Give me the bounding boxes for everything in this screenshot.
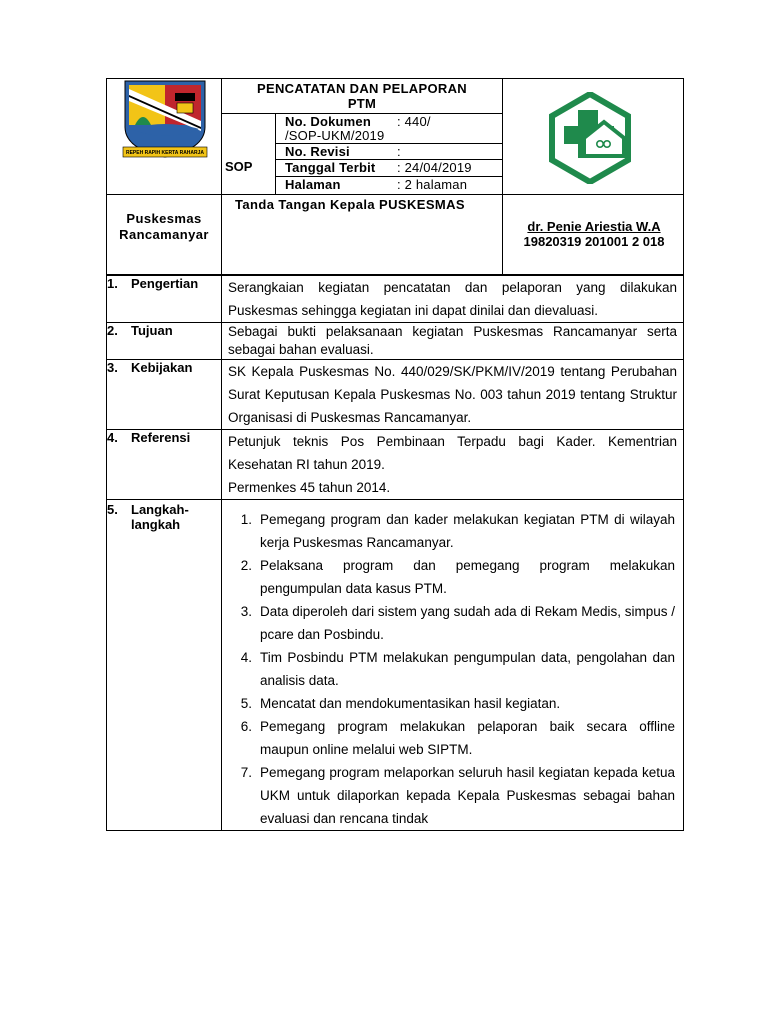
list-item: 4. Tim Posbindu PTM melakukan pengumpulan data, pengolahan dan analisis data.	[240, 650, 675, 688]
section-body: Petunjuk teknis Pos Pembinaan Terpadu bagi Kader. Kementrian Kesehatan RI tahun 2019. Permenkes 45 tahun 2014.	[222, 430, 684, 500]
halaman-value: : 2 halaman	[397, 177, 468, 192]
section-label: 4. Referensi	[107, 430, 222, 500]
section-label: 1. Pengertian	[107, 276, 222, 323]
section-body: SK Kepala Puskesmas No. 440/029/SK/PKM/IV/2019 tentang Perubahan Surat Keputusan Kepala Puskesmas No. 003 tahun 2019 tentang Struktur Organisasi di Puskesmas Rancamanyar.	[222, 360, 684, 430]
section-row	[107, 323, 684, 360]
signature-row	[106, 195, 684, 275]
list-item: 7. Pemegang program melaporkan seluruh hasil kegiatan kepada ketua UKM untuk dilaporkan kepada Kepala Puskesmas sebagai bahan evaluasi dan rencana tindak	[240, 765, 675, 826]
no-revisi-key: No. Revisi	[285, 144, 350, 159]
no-dokumen-value-cont: /SOP-UKM/2019	[285, 128, 385, 143]
tanggal-terbit-key: Tanggal Terbit	[285, 160, 376, 175]
puskesmas-name: Puskesmas Rancamanyar	[119, 211, 209, 242]
sop-header	[106, 78, 684, 195]
head-nip: 19820319 201001 2 018	[523, 234, 665, 249]
section-label: 2. Tujuan	[107, 323, 222, 360]
signature-heading: Tanda Tangan Kepala PUSKESMAS	[235, 197, 465, 212]
section-row	[107, 360, 684, 430]
list-item: 5. Mencatat dan mendokumentasikan hasil kegiatan.	[240, 696, 561, 711]
sop-label: SOP	[225, 159, 253, 174]
list-item: 3. Data diperoleh dari sistem yang sudah ada di Rekam Medis, simpus / pcare dan Posbindu.	[240, 604, 675, 642]
section-row-steps	[107, 500, 684, 831]
list-item: 2. Pelaksana program dan pemegang program melakukan pengumpulan data kasus PTM.	[240, 558, 675, 596]
no-dokumen-key: No. Dokumen	[285, 114, 371, 129]
head-signature	[505, 219, 683, 249]
list-item: 1. Pemegang program dan kader melakukan kegiatan PTM di wilayah kerja Puskesmas Rancamanyar.	[240, 512, 675, 550]
section-row	[107, 430, 684, 500]
section-row	[107, 276, 684, 323]
section-body	[222, 500, 684, 831]
section-label: 3. Kebijakan	[107, 360, 222, 430]
section-body: Sebagai bukti pelaksanaan kegiatan Puskesmas Rancamanyar serta sebagai bahan evaluasi.	[222, 323, 684, 360]
logo-banner-text: REPEH RAPIH KERTA RAHARJA	[125, 150, 205, 156]
no-revisi-value: :	[397, 144, 401, 159]
head-name: dr. Penie Ariestia W.A	[527, 219, 661, 234]
list-item: 6. Pemegang program melakukan pelaporan baik secara offline maupun online melalui web SIPTM.	[240, 719, 675, 757]
halaman-key: Halaman	[285, 177, 341, 192]
tanggal-terbit-value: : 24/04/2019	[397, 160, 472, 175]
sop-sections-table	[106, 275, 684, 831]
section-body: Serangkaian kegiatan pencatatan dan pelaporan yang dilakukan Puskesmas sehingga kegiatan ini dapat dinilai dan dievaluasi.	[222, 276, 684, 323]
section-label: 5. Langkah- langkah	[107, 500, 222, 831]
document-title: PENCATATAN DAN PELAPORAN PTM	[257, 81, 467, 111]
no-dokumen-value: : 440/	[397, 114, 431, 129]
puskesmas-logo	[544, 92, 636, 184]
sop-document	[106, 78, 684, 831]
steps-list	[222, 500, 677, 830]
